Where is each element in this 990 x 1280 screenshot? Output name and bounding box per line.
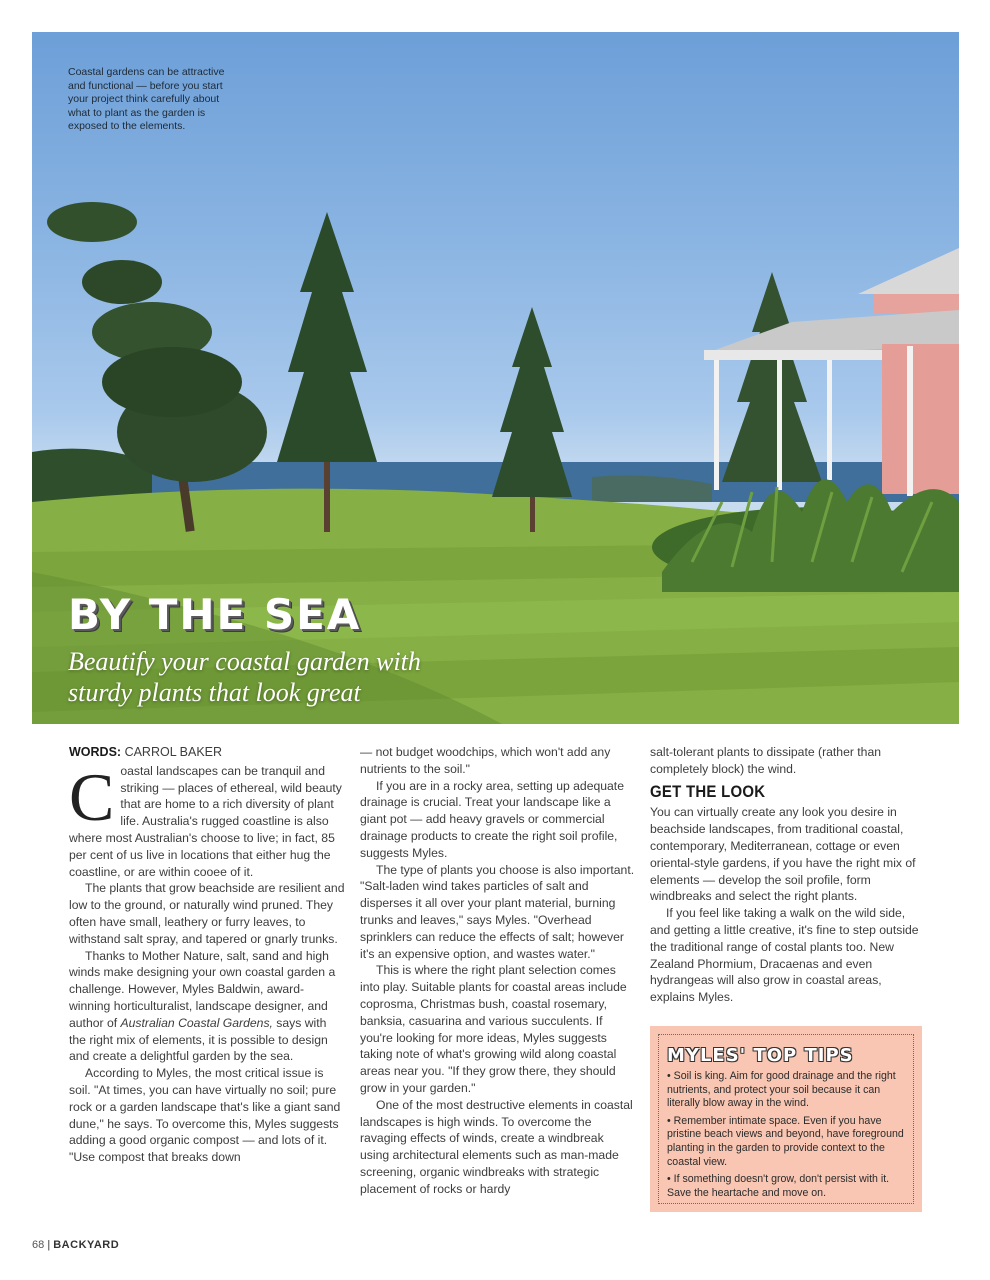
tip-item: • If something doesn't grow, don't persist with it. Save the heartache and move on.: [667, 1173, 890, 1199]
byline-author: CARROL BAKER: [124, 745, 223, 759]
paragraph-text: says with the right mix of elements, it is possible to design and create a delightful garden by the sea.: [69, 1015, 328, 1064]
paragraph-text: Thanks to Mother Nature, salt, sand and high winds make designing your own coastal garden a challenge. However, Myles Baldwin, award-winning horticulturalist, landscape designer, and author of: [69, 948, 336, 1030]
article-column-1: [69, 744, 345, 1166]
paragraph: According to Myles, the most critical issue is soil. "At times, you can have virtually no soil; pure rock or a garden landscape that's like a giant sand dune," he says. To overcome this, Myles suggests adding a good organic compost — and lots of it. "Use compost that breaks down: [69, 1066, 341, 1165]
article-title: BY THE SEA: [68, 590, 362, 639]
top-tips-border: [658, 1034, 914, 1204]
photo-caption: Coastal gardens can be attractive and functional — before you start your project think carefully about what to plant as the garden is exposed to the elements.: [68, 66, 225, 132]
byline: [69, 744, 345, 761]
paragraph: salt-tolerant plants to dissipate (rather than completely block) the wind.: [650, 745, 882, 776]
paragraph: The type of plants you choose is also important. "Salt-laden wind takes particles of salt and disperses it all over your plant material, burning trunks and leaves," says Myles. "Overhead sprinklers can reduce the effects of salt; however it's an expensive option, and wastes water.": [360, 862, 635, 961]
paragraph: — not budget woodchips, which won't add any nutrients to the soil.": [360, 745, 611, 776]
magazine-name: BACKYARD: [53, 1239, 120, 1251]
page-footer: [32, 1239, 119, 1251]
tip-item: • Soil is king. Aim for good drainage and the right nutrients, and protect your soil because it can literally blow away in the wind.: [667, 1070, 896, 1110]
top-tips-title: MYLES' TOP TIPS: [667, 1045, 854, 1066]
article-column-3: [650, 744, 925, 1006]
paragraph: [69, 758, 345, 881]
paragraph: The plants that grow beachside are resilient and low to the ground, or naturally wind pruned. They often have small, leathery or furry leaves, to withstand salt spray, and tapered or gnarly trunks.: [69, 881, 345, 946]
hero-photo: [32, 32, 959, 724]
drop-cap: C: [69, 758, 115, 835]
paragraph: If you are in a rocky area, setting up adequate drainage is crucial. Treat your landscape like a giant pot — add heavy gravels or commercial drainage products to create the right soil profile, suggests Myles.: [360, 778, 624, 860]
paragraph-text: oastal landscapes can be tranquil and striking — places of ethereal, wild beauty that are home to a rich diversity of plant life. Australia's rugged coastline is also where most Australian's choose to live; in fact, 85 per cent of us live in locations that either hug the coastline, or are within cooee of it.: [69, 763, 342, 879]
paragraph: This is where the right plant selection comes into play. Suitable plants for coastal areas include coprosma, Christmas bush, coastal rosemary, banksia, casuarina and various succulents. If you're looking for more ideas, Myles suggests taking note of what's growing wild along coastal areas near you. "If they grow there, they should grow in your garden.": [360, 963, 627, 1095]
tip-item: • Remember intimate space. Even if you have pristine beach views and beyond, have foreground planting in the garden to provide context to the coastal view.: [667, 1114, 904, 1168]
paragraph: If you feel like taking a walk on the wild side, and getting a little creative, it's fine to step outside the traditional range of costal plants too. New Zealand Phormium, Dracaenas and even hydrangeas will also grow in coastal areas, explains Myles.: [650, 906, 919, 1005]
page-number: 68: [32, 1239, 45, 1251]
footer-divider: |: [47, 1239, 54, 1251]
paragraph: You can virtually create any look you desire in beachside landscapes, from traditional coastal, contemporary, Mediterranean, cottage or even oriental-style gardens, if you have the right mix of elements — develop the soil profile, form windbreaks and select the right plants.: [650, 805, 916, 904]
paragraph: One of the most destructive elements in coastal landscapes is high winds. To overcome the ravaging effects of winds, create a windbreak using architectural elements such as man-made screening, organic windbreaks with strategic placement of rocks or hardy: [360, 1097, 633, 1196]
top-tips-box: [650, 1026, 922, 1212]
section-heading: GET THE LOOK: [650, 781, 766, 801]
article-column-2: [360, 744, 636, 1198]
byline-label: WORDS:: [69, 745, 122, 759]
book-title: Australian Coastal Gardens,: [120, 1015, 273, 1030]
article-subtitle: Beautify your coastal garden with sturdy plants that look great: [68, 647, 421, 707]
paragraph: [69, 948, 345, 1066]
